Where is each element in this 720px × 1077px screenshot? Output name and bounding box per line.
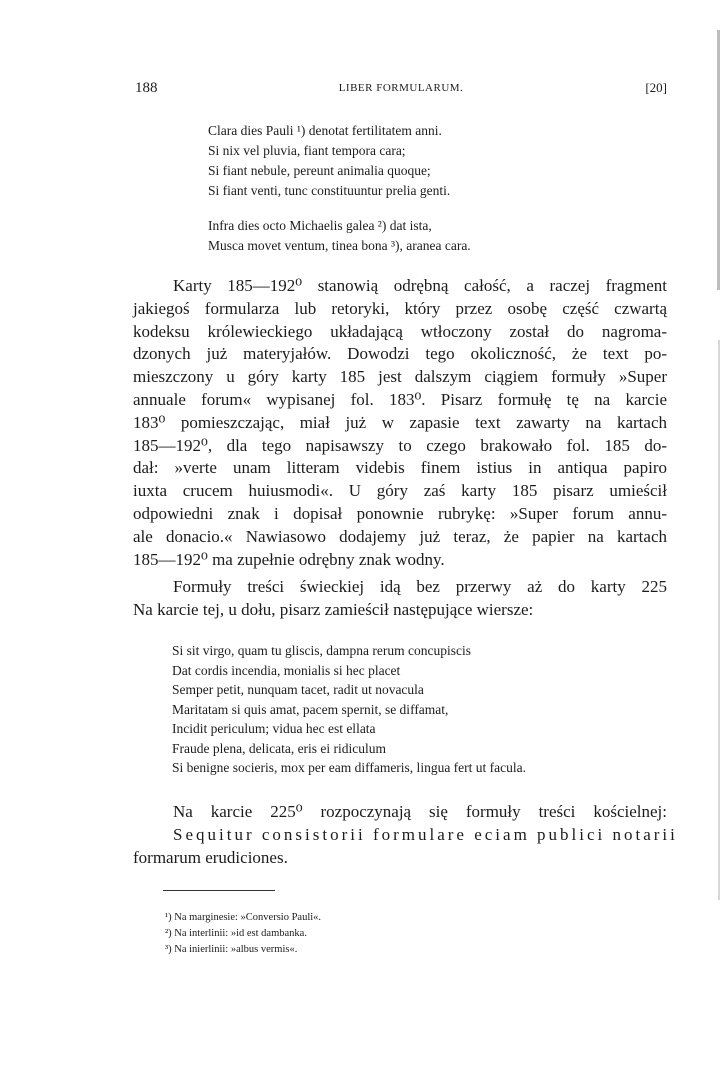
text-line: ale donacio.« Nawiasowo dodajemy już teraz, że papier na kartach: [133, 526, 667, 546]
footnote: ²) Na interlinii: »id est dambanka.: [165, 928, 307, 939]
verse-line: Fraude plena, delicata, eris ei ridiculum: [172, 740, 387, 756]
text-line: annuale forum« wypisanej fol. 183⁰. Pisarz formułę tę na karcie: [133, 389, 667, 409]
text-line: iuxta crucem huiusmodi«. U góry zaś karty 185 pisarz umieścił: [133, 481, 667, 501]
footnote: ¹) Na marginesie: »Conversio Pauli«.: [165, 912, 322, 923]
text-line: jakiegoś formularza lub retoryki, który przez osobę część czwartą: [133, 298, 667, 318]
verse-line: Maritatam si quis amat, pacem spernit, se diffamat,: [172, 701, 449, 717]
text-line: odpowiedni znak i dopisał ponownie rubrykę: »Super forum annu-: [133, 503, 667, 523]
verse-line: Si fiant venti, tunc constituuntur prelia genti.: [208, 183, 451, 198]
footnotes: [165, 910, 321, 958]
footnote: ³) Na inierlinii: »albus vermis«.: [165, 944, 298, 955]
verse-line: Si nix vel pluvia, fiant tempora cara;: [208, 143, 406, 158]
verse-line: Dat cordis incendia, monialis si hec placet: [172, 662, 401, 678]
verse-line: Si fiant nebule, pereunt animalia quoque;: [208, 163, 431, 178]
verse-line: Si sit virgo, quam tu gliscis, dampna rerum concupiscis: [172, 643, 471, 658]
running-title: LIBER FORMULARUM.: [338, 82, 464, 94]
verse-line: Semper petit, nunquam tacet, radit ut novacula: [172, 682, 424, 697]
verse-line: Si benigne socieris, mox per eam diffameris, lingua fert ut facula.: [172, 760, 527, 775]
verse-line: Incidit periculum; vidua hec est ellata: [172, 721, 376, 736]
footnote-rule: [163, 890, 275, 891]
page-number: 188: [135, 80, 158, 96]
text-line: Formuły treści świeckiej idą bez przerwy aż do karty 225: [173, 577, 667, 596]
verse-line: Musca movet ventum, tinea bona ³), aranea cara.: [208, 238, 471, 253]
text-line: 185—192⁰, dla tego napisawszy to czego brakowało fol. 185 do-: [133, 435, 667, 455]
verse-line: Infra dies octo Michaelis galea ²) dat ista,: [208, 218, 432, 233]
running-header: [135, 80, 667, 100]
text-line: 185—192⁰ ma zupełnie odrębny znak wodny.: [133, 549, 445, 569]
section-number: [20]: [645, 80, 667, 95]
paragraph-2: [133, 576, 667, 622]
text-line: 183⁰ pomieszczając, miał już w zapasie text zawarty na kartach: [133, 412, 667, 432]
text-line: kodeksu królewieckiego układającą wtłoczony został do nagroma-: [133, 321, 667, 341]
verse-block-2: [208, 216, 471, 256]
text-line: Na karcie 225⁰ rozpoczynają się formuły treści kościelnej:: [173, 802, 667, 821]
paragraph-3: [133, 801, 678, 869]
verse-block-3: [172, 641, 526, 778]
paragraph-1: [133, 275, 667, 571]
verse-block-1: [208, 121, 450, 201]
text-line: Na karcie tej, u dołu, pisarz zamieścił następujące wiersze:: [133, 599, 534, 619]
text-line: dzonych już materyjałów. Dowodzi tego okoliczność, że text po-: [133, 344, 667, 364]
text-line: dał: »verte unam litteram videbis finem istius in antiqua papiro: [133, 458, 667, 478]
text-line: mieszczony u góry karty 185 jest dalszym ciągiem formuły »Super: [133, 367, 667, 387]
text-line-spaced: Sequitur consistorii formulare eciam publici notarii: [173, 824, 678, 844]
text-line: Karty 185—192⁰ stanowią odrębną całość, a raczej fragment: [173, 276, 667, 295]
text-line: formarum erudiciones.: [133, 847, 288, 867]
verse-line: Clara dies Pauli ¹) denotat fertilitatem anni.: [208, 123, 442, 138]
